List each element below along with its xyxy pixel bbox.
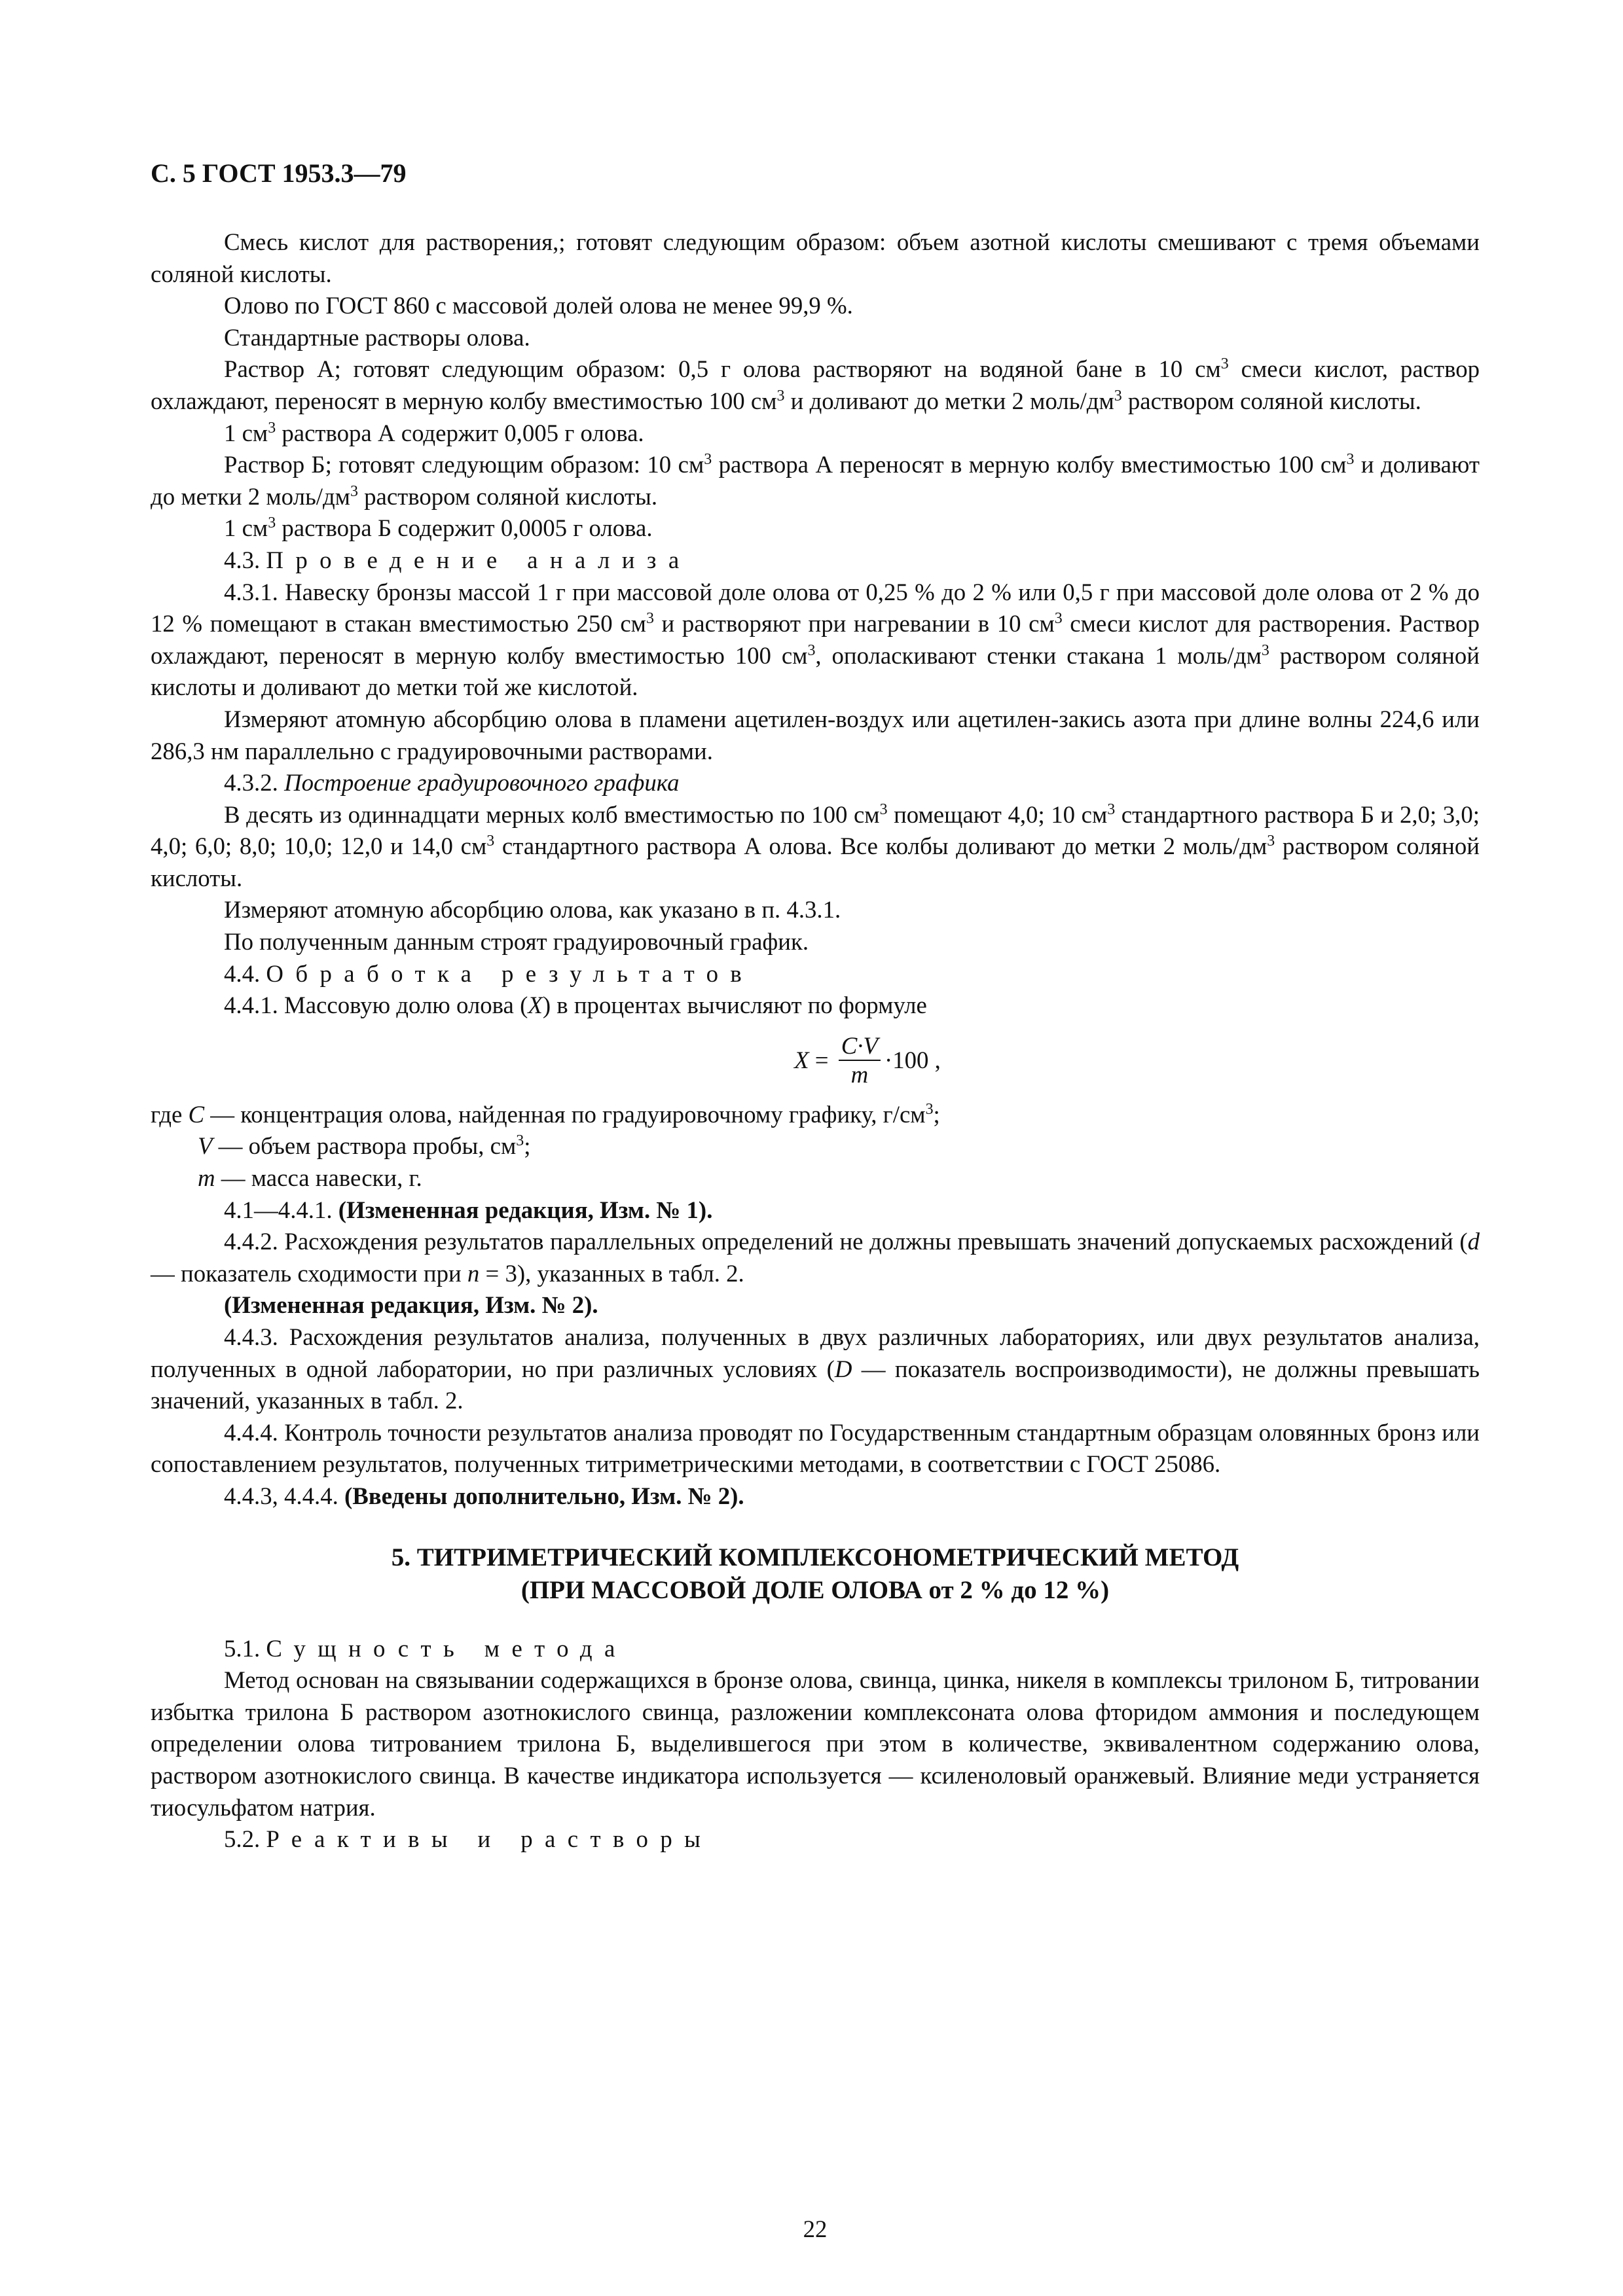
paragraph-4-4-2: 4.4.2. Расхождения результатов параллельных определений не должны превышать значений допускаемых расхождений (d — показатель сходимости при n = 3), указанных в табл. 2.: [151, 1228, 1480, 1287]
edition-note-1: 4.1—4.4.1. (Измененная редакция, Изм. № 1).: [224, 1196, 713, 1223]
formula-lhs: X: [794, 1046, 809, 1073]
formula-equals: =: [809, 1046, 835, 1073]
document-page: [151, 157, 1480, 2245]
paragraph-solution-b-content: 1 $см^3$ раствора Б содержит 0,0005 г олова.: [224, 514, 653, 542]
paragraph-tin: Олово по ГОСТ 860 с массовой долей олова не менее 99,9 %.: [224, 292, 853, 319]
formula-fraction: [839, 1032, 881, 1088]
formula-tail: ·100 ,: [884, 1046, 941, 1073]
edition-note-2: (Измененная редакция, Изм. № 2).: [224, 1291, 598, 1319]
paragraph-4-3-2-graph: По полученным данным строят градуировочный график.: [224, 928, 809, 956]
paragraph-4-4-4: 4.4.4. Контроль точности результатов анализа проводят по Государственным стандартным образцам оловянных бронз или сопоставлением результатов, полученных титриметрическими методами, в соответствии с ГОСТ 25086.: [151, 1418, 1480, 1478]
heading-4-3: 4.3. Проведение анализа: [224, 546, 691, 573]
page-number: 22: [803, 2215, 828, 2242]
heading-4-3-2: 4.3.2. Построение градуировочного графика: [224, 769, 680, 797]
section-5-title: [151, 1541, 1480, 1607]
formula-mass-fraction: [255, 1022, 1480, 1099]
definition-v: V — объем раствора пробы, $см^3$;: [198, 1132, 531, 1160]
section-5-title-line2: (ПРИ МАССОВОЙ ДОЛЕ ОЛОВА от 2 % до 12 %): [520, 1575, 1110, 1604]
paragraph-acid-mixture: Смесь кислот для растворения,; готовят следующим образом: объем азотной кислоты смешивают с тремя объемами соляной кислоты.: [151, 228, 1480, 287]
heading-4-4: 4.4. Обработка результатов: [224, 960, 754, 987]
section-5-title-line1: 5. ТИТРИМЕТРИЧЕСКИЙ КОМПЛЕКСОНОМЕТРИЧЕСКИЙ МЕТОД: [391, 1543, 1239, 1571]
paragraph-4-3-1: 4.3.1. Навеску бронзы массой 1 г при массовой доле олова от 0,25 % до 2 % или 0,5 г при массовой доле олова от 2 % до 12 % помещают в стакан вместимостью 250 $см^3$ и растворяют при нагревании в 10 $см^3$ смеси кислот для растворения. Раствор охлаждают, переносят в мерную колбу вместимостью 100 $см^3$, ополаскивают стенки стакана 1 моль/$дм^3$ раствором соляной кислоты и доливают до метки той же кислотой.: [151, 578, 1480, 701]
formula-definitions: [151, 1099, 1480, 1194]
paragraph-solution-a-content: 1 $см^3$ раствора А содержит 0,005 г олова.: [224, 419, 644, 446]
formula-numerator: C·V: [839, 1032, 881, 1061]
paragraph-4-3-2: В десять из одиннадцати мерных колб вместимостью по 100 $см^3$ помещают 4,0; 10 $см^3$ стандартного раствора Б и 2,0; 3,0; 4,0; 6,0; 8,0; 10,0; 12,0 и 14,0 $см^3$ стандартного раствора А олова. Все колбы доливают до метки 2 моль/$дм^3$ раствором соляной кислоты.: [151, 800, 1480, 891]
paragraph-solution-b: Раствор Б; готовят следующим образом: 10 $см^3$ раствора А переносят в мерную колбу вместимостью 100 $см^3$ и доливают до метки 2 моль/$дм^3$ раствором соляной кислоты.: [151, 451, 1480, 510]
paragraph-4-3-2-measure: Измеряют атомную абсорбцию олова, как указано в п. 4.3.1.: [224, 896, 841, 924]
paragraph-solution-a: Раствор А; готовят следующим образом: 0,5 г олова растворяют на водяной бане в 10 $см^3$ смеси кислот, раствор охлаждают, переносят в мерную колбу вместимостью 100 $см^3$ и доливают до метки 2 моль/$дм^3$ раствором соляной кислоты.: [151, 355, 1480, 414]
definition-m: m — масса навески, г.: [198, 1164, 422, 1192]
formula-denominator: m: [850, 1060, 869, 1088]
paragraph-standard-solutions: Стандартные растворы олова.: [224, 323, 530, 351]
edition-note-3: 4.4.3, 4.4.4. (Введены дополнительно, Изм. № 2).: [224, 1482, 744, 1509]
paragraph-4-4-1: 4.4.1. Массовую долю олова (X) в процентах вычисляют по формуле: [224, 992, 927, 1019]
paragraph-4-3-1-absorption: Измеряют атомную абсорбцию олова в пламени ацетилен-воздух или ацетилен-закись азота при длине волны 224,6 или 286,3 нм параллельно с градуировочными растворами.: [151, 705, 1480, 764]
heading-5-1: 5.1. Сущность метода: [224, 1634, 627, 1662]
definition-c: где C — концентрация олова, найденная по градуировочному графику, $г/см^3$;: [151, 1100, 940, 1128]
heading-5-2: 5.2. Реактивы и растворы: [224, 1825, 713, 1853]
paragraph-5-1: Метод основан на связывании содержащихся в бронзе олова, свинца, цинка, никеля в комплексы трилоном Б, титровании избытка трилона Б раствором азотнокислого свинца, разложении комплексоната олова фторидом аммония и последующем определении олова титрованием трилона Б, выделившегося при этом в количестве, эквивалентном содержанию олова, раствором азотнокислого свинца. В качестве индикатора используется — ксиленоловый оранжевый. Влияние меди устраняется тиосульфатом натрия.: [151, 1666, 1480, 1821]
paragraph-4-4-3: 4.4.3. Расхождения результатов анализа, полученных в двух различных лабораториях, или двух результатов анализа, полученных в одной лаборатории, но при различных условиях (D — показатель воспроизводимости), не должны превышать значений, указанных в табл. 2.: [151, 1323, 1480, 1414]
page-header: С. 5 ГОСТ 1953.3—79: [151, 158, 407, 188]
